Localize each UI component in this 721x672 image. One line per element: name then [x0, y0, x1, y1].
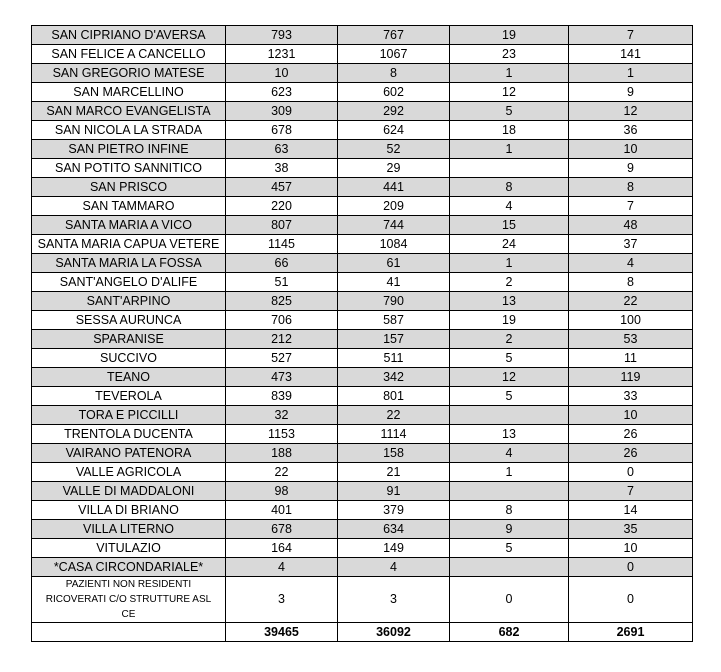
value-cell-1: 457 — [226, 178, 338, 197]
table-row — [32, 254, 693, 273]
value-cell-2: 149 — [338, 539, 450, 558]
value-cell-4: 26 — [569, 425, 693, 444]
value-cell-4: 35 — [569, 520, 693, 539]
value-cell-2: 1084 — [338, 235, 450, 254]
value-cell-2: 29 — [338, 159, 450, 178]
totals-row — [32, 623, 693, 642]
value-cell-4: 7 — [569, 482, 693, 501]
value-cell-2: 21 — [338, 463, 450, 482]
value-cell-4: 100 — [569, 311, 693, 330]
value-cell-4: 119 — [569, 368, 693, 387]
value-cell-2: 587 — [338, 311, 450, 330]
value-cell-3: 5 — [450, 387, 569, 406]
table-row — [32, 121, 693, 140]
value-cell-2: 801 — [338, 387, 450, 406]
value-cell-3: 4 — [450, 444, 569, 463]
value-cell-2: 790 — [338, 292, 450, 311]
table-row — [32, 539, 693, 558]
value-cell-3: 13 — [450, 425, 569, 444]
value-cell-3 — [450, 159, 569, 178]
value-cell-1: 4 — [226, 558, 338, 577]
municipality-name-cell: SAN PRISCO — [32, 178, 226, 197]
totals-label-cell — [32, 623, 226, 642]
value-cell-2: 61 — [338, 254, 450, 273]
municipality-name-cell: SAN NICOLA LA STRADA — [32, 121, 226, 140]
table-row — [32, 64, 693, 83]
value-cell-4: 8 — [569, 178, 693, 197]
municipality-name-cell: VAIRANO PATENORA — [32, 444, 226, 463]
municipality-name-cell: SAN MARCELLINO — [32, 83, 226, 102]
value-cell-4: 1 — [569, 64, 693, 83]
municipality-name-cell: SANTA MARIA LA FOSSA — [32, 254, 226, 273]
table-row — [32, 406, 693, 425]
value-cell-3: 13 — [450, 292, 569, 311]
total-cell-3: 682 — [450, 623, 569, 642]
value-cell-3: 4 — [450, 197, 569, 216]
value-cell-2: 624 — [338, 121, 450, 140]
value-cell-4: 10 — [569, 140, 693, 159]
municipality-name-cell: SAN POTITO SANNITICO — [32, 159, 226, 178]
table-row — [32, 444, 693, 463]
value-cell-3: 1 — [450, 254, 569, 273]
value-cell-3: 12 — [450, 368, 569, 387]
municipality-name-cell: TRENTOLA DUCENTA — [32, 425, 226, 444]
value-cell-3: 19 — [450, 311, 569, 330]
value-cell-3: 2 — [450, 273, 569, 292]
table-body — [32, 26, 693, 642]
value-cell-2: 767 — [338, 26, 450, 45]
municipality-name-cell: SAN GREGORIO MATESE — [32, 64, 226, 83]
value-cell-2: 4 — [338, 558, 450, 577]
table-row — [32, 387, 693, 406]
municipality-name-cell: SANT'ARPINO — [32, 292, 226, 311]
total-cell-2: 36092 — [338, 623, 450, 642]
value-cell-3: 5 — [450, 539, 569, 558]
municipality-name-cell: VALLE DI MADDALONI — [32, 482, 226, 501]
value-cell-2: 8 — [338, 64, 450, 83]
table-row — [32, 197, 693, 216]
value-cell-2: 634 — [338, 520, 450, 539]
value-cell-2: 22 — [338, 406, 450, 425]
value-cell-2: 441 — [338, 178, 450, 197]
value-cell-3: 12 — [450, 83, 569, 102]
municipality-name-cell: VILLA LITERNO — [32, 520, 226, 539]
municipality-name-cell: SANTA MARIA A VICO — [32, 216, 226, 235]
municipality-name-cell: SAN PIETRO INFINE — [32, 140, 226, 159]
municipality-table — [31, 25, 693, 642]
value-cell-4: 0 — [569, 463, 693, 482]
value-cell-3: 18 — [450, 121, 569, 140]
municipality-name-cell: SESSA AURUNCA — [32, 311, 226, 330]
municipality-name-cell: SAN FELICE A CANCELLO — [32, 45, 226, 64]
value-cell-1: 212 — [226, 330, 338, 349]
value-cell-4: 10 — [569, 539, 693, 558]
value-cell-3 — [450, 482, 569, 501]
table-row — [32, 482, 693, 501]
value-cell-1: 98 — [226, 482, 338, 501]
table-row — [32, 520, 693, 539]
value-cell-3: 15 — [450, 216, 569, 235]
value-cell-4: 37 — [569, 235, 693, 254]
value-cell-2: 209 — [338, 197, 450, 216]
value-cell-1: 678 — [226, 121, 338, 140]
municipality-name-cell: SUCCIVO — [32, 349, 226, 368]
value-cell-4: 14 — [569, 501, 693, 520]
municipality-name-cell: VALLE AGRICOLA — [32, 463, 226, 482]
value-cell-3 — [450, 406, 569, 425]
value-cell-2: 91 — [338, 482, 450, 501]
value-cell-3: 1 — [450, 463, 569, 482]
table-row — [32, 26, 693, 45]
value-cell-1: 188 — [226, 444, 338, 463]
value-cell-4: 22 — [569, 292, 693, 311]
table-row — [32, 311, 693, 330]
value-cell-2: 511 — [338, 349, 450, 368]
value-cell-2: 379 — [338, 501, 450, 520]
value-cell-1: 678 — [226, 520, 338, 539]
value-cell-4: 9 — [569, 83, 693, 102]
value-cell-3: 23 — [450, 45, 569, 64]
value-cell-1: 164 — [226, 539, 338, 558]
table-row — [32, 102, 693, 121]
value-cell-1: 473 — [226, 368, 338, 387]
municipality-name-cell: TEANO — [32, 368, 226, 387]
value-cell-4: 8 — [569, 273, 693, 292]
value-cell-4: 26 — [569, 444, 693, 463]
value-cell-4: 36 — [569, 121, 693, 140]
value-cell-2: 3 — [338, 577, 450, 623]
table-row — [32, 349, 693, 368]
value-cell-2: 1067 — [338, 45, 450, 64]
value-cell-3: 5 — [450, 349, 569, 368]
table-row — [32, 159, 693, 178]
value-cell-4: 12 — [569, 102, 693, 121]
table-row — [32, 463, 693, 482]
value-cell-1: 793 — [226, 26, 338, 45]
value-cell-2: 744 — [338, 216, 450, 235]
table-row — [32, 501, 693, 520]
value-cell-4: 10 — [569, 406, 693, 425]
value-cell-1: 220 — [226, 197, 338, 216]
value-cell-2: 157 — [338, 330, 450, 349]
value-cell-3: 0 — [450, 577, 569, 623]
value-cell-3: 9 — [450, 520, 569, 539]
value-cell-1: 38 — [226, 159, 338, 178]
value-cell-1: 10 — [226, 64, 338, 83]
value-cell-3: 8 — [450, 501, 569, 520]
value-cell-2: 158 — [338, 444, 450, 463]
value-cell-4: 11 — [569, 349, 693, 368]
value-cell-1: 51 — [226, 273, 338, 292]
total-cell-1: 39465 — [226, 623, 338, 642]
value-cell-2: 342 — [338, 368, 450, 387]
value-cell-4: 48 — [569, 216, 693, 235]
value-cell-4: 53 — [569, 330, 693, 349]
value-cell-1: 401 — [226, 501, 338, 520]
value-cell-2: 41 — [338, 273, 450, 292]
table-row — [32, 273, 693, 292]
value-cell-3: 8 — [450, 178, 569, 197]
value-cell-1: 825 — [226, 292, 338, 311]
value-cell-4: 7 — [569, 26, 693, 45]
value-cell-1: 32 — [226, 406, 338, 425]
value-cell-2: 292 — [338, 102, 450, 121]
table-row — [32, 235, 693, 254]
table-row — [32, 330, 693, 349]
table-row — [32, 368, 693, 387]
value-cell-4: 33 — [569, 387, 693, 406]
municipality-name-cell: SANT'ANGELO D'ALIFE — [32, 273, 226, 292]
value-cell-1: 309 — [226, 102, 338, 121]
value-cell-3: 24 — [450, 235, 569, 254]
value-cell-4: 141 — [569, 45, 693, 64]
table-row — [32, 577, 693, 623]
value-cell-1: 22 — [226, 463, 338, 482]
value-cell-2: 52 — [338, 140, 450, 159]
municipality-name-cell: *CASA CIRCONDARIALE* — [32, 558, 226, 577]
value-cell-4: 0 — [569, 558, 693, 577]
table-row — [32, 83, 693, 102]
value-cell-1: 66 — [226, 254, 338, 273]
value-cell-1: 706 — [226, 311, 338, 330]
table-row — [32, 292, 693, 311]
value-cell-4: 4 — [569, 254, 693, 273]
municipality-name-cell: SANTA MARIA CAPUA VETERE — [32, 235, 226, 254]
municipality-name-cell: SAN MARCO EVANGELISTA — [32, 102, 226, 121]
value-cell-1: 3 — [226, 577, 338, 623]
value-cell-1: 1145 — [226, 235, 338, 254]
municipality-name-cell: TEVEROLA — [32, 387, 226, 406]
municipality-name-cell: VILLA DI BRIANO — [32, 501, 226, 520]
table-row — [32, 45, 693, 64]
value-cell-2: 1114 — [338, 425, 450, 444]
municipality-name-cell: SAN TAMMARO — [32, 197, 226, 216]
value-cell-1: 807 — [226, 216, 338, 235]
value-cell-3: 2 — [450, 330, 569, 349]
value-cell-1: 839 — [226, 387, 338, 406]
value-cell-4: 0 — [569, 577, 693, 623]
municipality-name-cell: SPARANISE — [32, 330, 226, 349]
municipality-name-cell: VITULAZIO — [32, 539, 226, 558]
value-cell-3: 5 — [450, 102, 569, 121]
value-cell-1: 1231 — [226, 45, 338, 64]
municipality-name-cell: SAN CIPRIANO D'AVERSA — [32, 26, 226, 45]
value-cell-4: 9 — [569, 159, 693, 178]
value-cell-1: 63 — [226, 140, 338, 159]
municipality-name-cell: PAZIENTI NON RESIDENTI RICOVERATI C/O STRUTTURE ASL CE — [32, 577, 226, 623]
table-row — [32, 558, 693, 577]
value-cell-1: 527 — [226, 349, 338, 368]
table-row — [32, 178, 693, 197]
total-cell-4: 2691 — [569, 623, 693, 642]
table-row — [32, 425, 693, 444]
table-row — [32, 140, 693, 159]
value-cell-3 — [450, 558, 569, 577]
value-cell-1: 1153 — [226, 425, 338, 444]
value-cell-4: 7 — [569, 197, 693, 216]
value-cell-3: 19 — [450, 26, 569, 45]
value-cell-2: 602 — [338, 83, 450, 102]
municipality-name-cell: TORA E PICCILLI — [32, 406, 226, 425]
value-cell-3: 1 — [450, 64, 569, 83]
value-cell-1: 623 — [226, 83, 338, 102]
table-row — [32, 216, 693, 235]
value-cell-3: 1 — [450, 140, 569, 159]
